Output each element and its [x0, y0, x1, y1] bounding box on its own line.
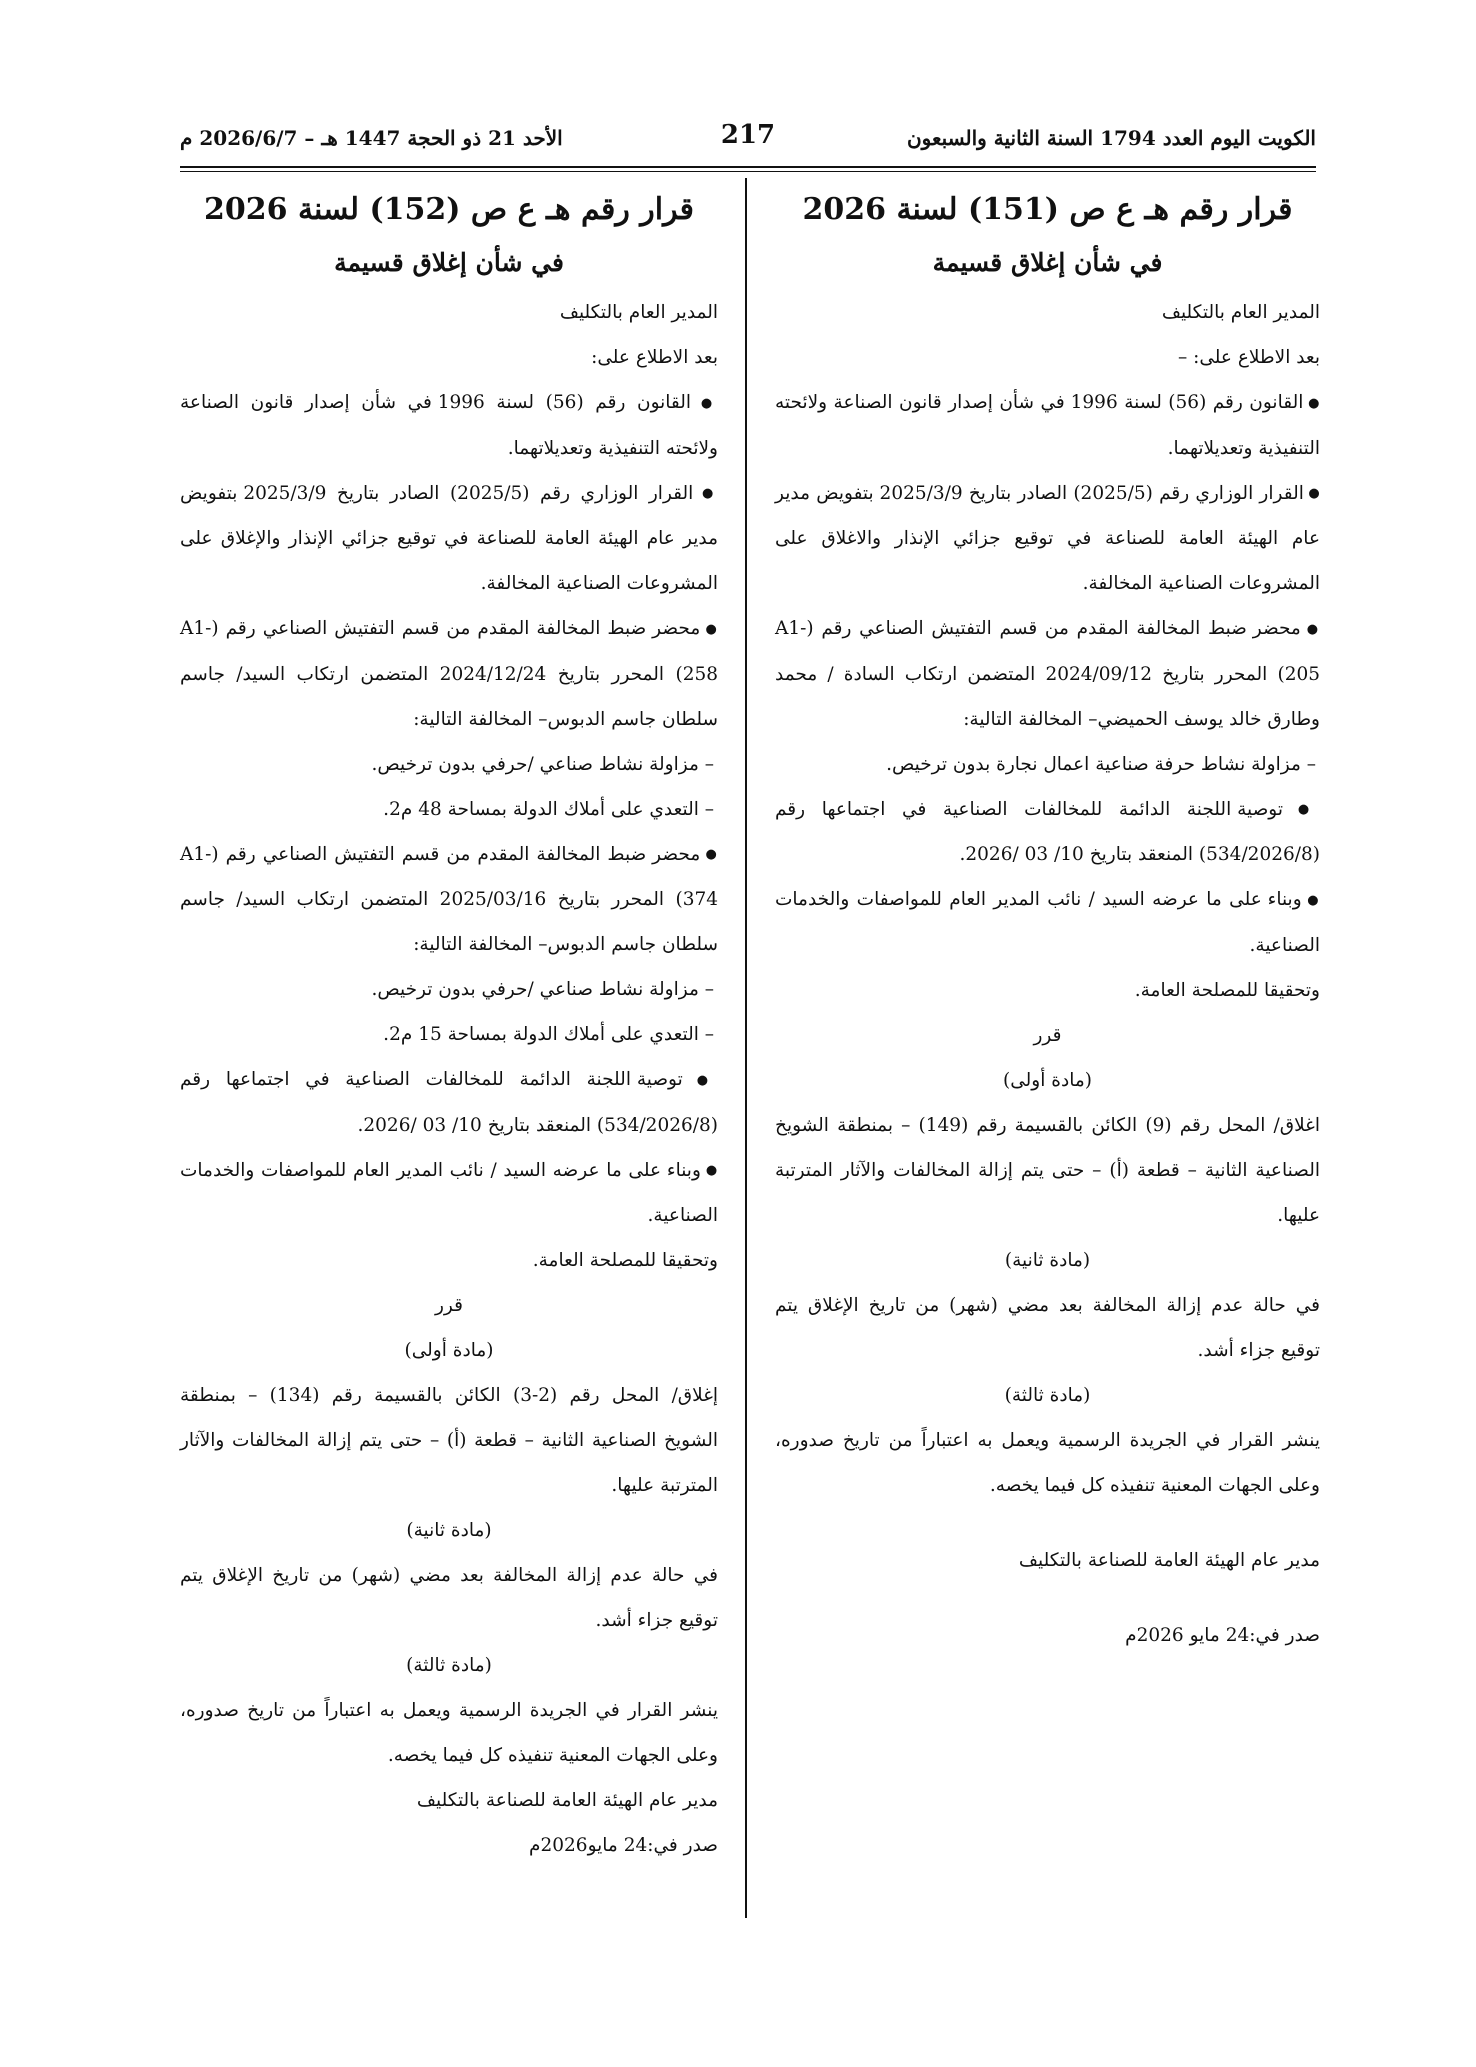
header-rule-thin	[180, 171, 1316, 172]
director-line: المدير العام بالتكليف	[1161, 302, 1320, 323]
page-number: 217	[720, 120, 776, 150]
signature-line: مدير عام الهيئة العامة للصناعة بالتكليف	[1018, 1549, 1320, 1571]
committee-recommendation: ● توصية اللجنة الدائمة للمخالفات الصناعية في اجتماعها رقم (534/2026/8) المنعقد بتاريخ 10/ 03 /2026.	[180, 1057, 718, 1148]
article-text: في حالة عدم إزالة المخالفة بعد مضي (شهر) من تاريخ الإغلاق يتم توقيع جزاء أشد.	[180, 1565, 718, 1631]
decision-title: قرار رقم هـ ع ص (151) لسنة 2026	[802, 192, 1293, 227]
reference-item: ● محضر ضبط المخالفة المقدم من قسم التفتيش الصناعي رقم (A1-205) المحرر بتاريخ 2024/09/12 المتضمن ارتكاب السادة / محمد وطارق خالد يوسف الحميضي– المخالفة التالية:	[775, 606, 1320, 742]
page-header	[180, 118, 1316, 158]
committee-recommendation: ● توصية اللجنة الدائمة للمخالفات الصناعية في اجتماعها رقم (534/2026/8) المنعقد بتاريخ 10/ 03 /2026.	[775, 787, 1320, 878]
column-divider	[745, 178, 747, 1918]
article-text: اغلاق/ المحل رقم (9) الكائن بالقسيمة رقم (149) – بمنطقة الشويخ الصناعية الثانية – قطعة (أ) – حتى يتم إزالة المخالفات والآثار المترتبة عليها.	[775, 1114, 1320, 1226]
article-heading: (مادة ثالثة)	[406, 1655, 492, 1676]
reference-item: ● القانون رقم (56) لسنة 1996 في شأن إصدار قانون الصناعة ولائحته التنفيذية وتعديلاتهما.	[775, 380, 1320, 471]
article-text: في حالة عدم إزالة المخالفة بعد مضي (شهر) من تاريخ الإغلاق يتم توقيع جزاء أشد.	[775, 1294, 1320, 1361]
issued-date: صدر في:24 مايو2026م	[529, 1835, 718, 1856]
violation-item: – التعدي على أملاك الدولة بمساحة 48 م2.	[180, 787, 718, 832]
article-text: ينشر القرار في الجريدة الرسمية ويعمل به اعتباراً من تاريخ صدوره، وعلى الجهات المعنية تنفيذه كل فيما يخصه.	[775, 1429, 1320, 1496]
public-interest-line: وتحقيقا للمصلحة العامة.	[532, 1250, 718, 1271]
article-text: ينشر القرار في الجريدة الرسمية ويعمل به اعتباراً من تاريخ صدوره، وعلى الجهات المعنية تنفيذه كل فيما يخصه.	[180, 1700, 718, 1766]
public-interest-line: وتحقيقا للمصلحة العامة.	[1134, 979, 1320, 1001]
spacer	[775, 1583, 1320, 1613]
violation-item: – التعدي على أملاك الدولة بمساحة 15 م2.	[180, 1012, 718, 1057]
decision-title: قرار رقم هـ ع ص (152) لسنة 2026	[204, 192, 694, 227]
issued-date: صدر في:24 مايو 2026م	[1125, 1624, 1320, 1646]
after-review-line: بعد الاطلاع على: –	[1178, 347, 1320, 368]
reference-item: ● القرار الوزاري رقم (2025/5) الصادر بتاريخ 2025/3/9 بتفويض مدير عام الهيئة العامة للصناعة في توقيع جزائي الإنذار والاغلاق على المشروعات الصناعية المخالفة.	[775, 471, 1320, 607]
after-review-line: بعد الاطلاع على:	[591, 347, 718, 368]
decision-152	[180, 178, 718, 1868]
decision-subtitle: في شأن إغلاق قسيمة	[932, 248, 1163, 277]
proposal-line: ● وبناء على ما عرضه السيد / نائب المدير العام للمواصفات والخدمات الصناعية.	[180, 1148, 718, 1239]
violation-item: – مزاولة نشاط صناعي /حرفي بدون ترخيص.	[180, 967, 718, 1012]
violation-item: – مزاولة نشاط صناعي /حرفي بدون ترخيص.	[180, 742, 718, 787]
header-issue-info: الكويت اليوم العدد 1794 السنة الثانية والسبعون	[906, 126, 1316, 150]
proposal-line: ● وبناء على ما عرضه السيد / نائب المدير العام للمواصفات والخدمات الصناعية.	[775, 877, 1320, 968]
article-text: إغلاق/ المحل رقم (2-3) الكائن بالقسيمة رقم (134) – بمنطقة الشويخ الصناعية الثانية – قطعة (أ) – حتى يتم إزالة المخالفات والآثار المترتبة عليها.	[180, 1385, 719, 1496]
article-heading: (مادة أولى)	[1003, 1069, 1092, 1091]
violation-item: – مزاولة نشاط حرفة صناعية اعمال نجارة بدون ترخيص.	[775, 742, 1320, 787]
spacer	[775, 1508, 1320, 1538]
header-date: الأحد 21 ذو الحجة 1447 هـ – 2026/6/7 م	[180, 126, 563, 150]
signature-line: مدير عام الهيئة العامة للصناعة بالتكليف	[416, 1790, 718, 1811]
article-heading: (مادة ثانية)	[406, 1520, 492, 1541]
reference-item: ● محضر ضبط المخالفة المقدم من قسم التفتيش الصناعي رقم (A1-258) المحرر بتاريخ 2024/12/24 المتضمن ارتكاب السيد/ جاسم سلطان جاسم الدبوس– المخالفة التالية:	[180, 606, 718, 742]
decision-subtitle: في شأن إغلاق قسيمة	[334, 248, 564, 277]
article-heading: (مادة ثانية)	[1004, 1249, 1091, 1271]
article-heading: (مادة ثالثة)	[1004, 1384, 1091, 1406]
article-heading: (مادة أولى)	[404, 1340, 494, 1361]
header-rule-thick	[180, 166, 1316, 168]
reference-item: ● محضر ضبط المخالفة المقدم من قسم التفتيش الصناعي رقم (A1-374) المحرر بتاريخ 2025/03/16 المتضمن ارتكاب السيد/ جاسم سلطان جاسم الدبوس– المخالفة التالية:	[180, 832, 718, 968]
decided-heading: قرر	[1033, 1024, 1062, 1046]
decided-heading: قرر	[435, 1295, 463, 1316]
decision-151	[775, 178, 1320, 1658]
reference-item: ● القرار الوزاري رقم (2025/5) الصادر بتاريخ 2025/3/9 بتفويض مدير عام الهيئة العامة للصناعة في توقيع جزائي الإنذار والإغلاق على المشروعات الصناعية المخالفة.	[180, 471, 718, 607]
reference-item: ● القانون رقم (56) لسنة 1996 في شأن إصدار قانون الصناعة ولائحته التنفيذية وتعديلاتهما.	[180, 380, 718, 471]
director-line: المدير العام بالتكليف	[559, 302, 718, 323]
